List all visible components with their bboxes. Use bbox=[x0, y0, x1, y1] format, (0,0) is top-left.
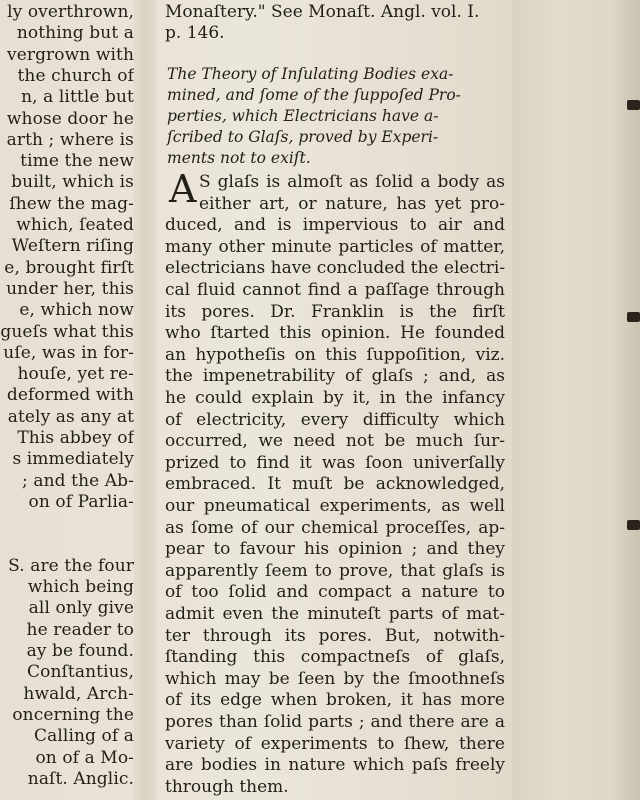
article-body-line: S glaſs is almoſt as ſolid a body as bbox=[199, 172, 505, 192]
article-body-line: pores than ſolid parts ; and there are a bbox=[165, 712, 505, 732]
left-column-line: ately as any at bbox=[7, 406, 134, 427]
column-gutter bbox=[134, 0, 156, 800]
article-heading-line-2: mined, and ſome of the ſuppoſed Pro- bbox=[167, 86, 461, 104]
left-column bbox=[0, 0, 134, 800]
article-body-line: are bodies in nature which paſs freely bbox=[165, 755, 505, 776]
left-column-line: houſe, yet re- bbox=[17, 364, 134, 385]
left-column-line: time the new bbox=[20, 151, 134, 172]
left-column-line: s immediately bbox=[12, 449, 134, 470]
reference-line-1: Monaſtery." See Monaſt. Angl. vol. I. bbox=[165, 2, 480, 22]
article-body-line: many other minute particles of matter, bbox=[165, 236, 505, 257]
article-body-line: its pores. Dr. Franklin is the firſt bbox=[165, 301, 505, 322]
left-column-line: ly overthrown, bbox=[7, 2, 134, 22]
article-body-line: he could explain by it, in the infancy bbox=[165, 388, 505, 408]
left-column-line: S. are the four bbox=[8, 555, 134, 576]
page-edge-shadow bbox=[612, 0, 640, 800]
article-body-line: ſtanding this compactneſs of glaſs, bbox=[165, 647, 505, 668]
article-body-line: our pneumatical experiments, as well bbox=[165, 496, 505, 516]
article-body-line: duced, and is impervious to air and bbox=[165, 215, 505, 236]
article-body-line: cal fluid cannot find a paſſage through bbox=[165, 280, 505, 300]
article-body-line: who ſtarted this opinion. He founded bbox=[165, 323, 505, 344]
left-column-line: vergrown with bbox=[6, 44, 134, 65]
article-body-line: either art, or nature, has yet pro- bbox=[199, 193, 505, 214]
article-body-line: an hypotheſis on this ſuppoſition, viz. bbox=[165, 344, 505, 365]
left-column-line: deformed with bbox=[6, 385, 134, 406]
left-column-line: he reader to bbox=[26, 619, 134, 640]
binding-mark bbox=[627, 312, 640, 322]
article-heading-line-3: perties, which Electricians have a- bbox=[167, 107, 439, 125]
left-column-line: on of a Mo- bbox=[35, 747, 134, 768]
binding-mark bbox=[627, 100, 640, 110]
left-column-line: e, brought firſt bbox=[4, 257, 134, 278]
left-column-line: Calling of a bbox=[34, 726, 134, 747]
left-column-line: arth ; where is bbox=[6, 129, 134, 150]
left-column-line: which being bbox=[27, 577, 134, 598]
left-column-line: built, which is bbox=[11, 172, 134, 193]
left-column-line: gueſs what this bbox=[0, 321, 134, 342]
left-column-line: which, ſeated bbox=[16, 215, 134, 235]
left-column-line: hwald, Arch- bbox=[23, 683, 134, 704]
left-column-line: oncerning the bbox=[12, 704, 134, 725]
left-column-line: ; and the Ab- bbox=[22, 470, 134, 491]
article-body-line: through them. bbox=[165, 776, 289, 797]
article-body-line: of electricity, every difficulty which bbox=[165, 409, 505, 430]
article-body-line: admit even the minuteſt parts of mat- bbox=[165, 604, 505, 624]
left-column-line: n, a little but bbox=[21, 87, 134, 108]
left-column-line: nothing but a bbox=[16, 23, 134, 44]
article-heading-line-5: ments not to exiſt. bbox=[167, 149, 311, 167]
left-column-line: Weſtern riſing bbox=[11, 236, 134, 257]
article-body-line: ter through its pores. But, notwith- bbox=[165, 625, 505, 646]
left-column-line: on of Parlia- bbox=[28, 491, 134, 512]
article-body-line: variety of experiments to ſhew, there bbox=[165, 733, 505, 754]
left-column-line: Conſtantius, bbox=[27, 662, 134, 683]
right-column bbox=[165, 0, 510, 800]
reference-line-2: p. 146. bbox=[165, 23, 225, 43]
article-body-line: of its edge when broken, it has more bbox=[165, 690, 505, 711]
article-heading-line-4: ſcribed to Glaſs, proved by Experi- bbox=[167, 128, 439, 146]
drop-cap: A bbox=[169, 167, 197, 211]
left-column-line: e, which now bbox=[19, 300, 134, 321]
article-body-line: as ſome of our chemical proceſſes, ap- bbox=[165, 517, 505, 538]
article-body-line: which may be ſeen by the ſmoothneſs bbox=[165, 668, 505, 689]
article-body-line: the impenetrability of glaſs ; and, as bbox=[165, 366, 505, 387]
left-column-line: the church of bbox=[17, 65, 134, 86]
left-column-line: all only give bbox=[28, 598, 134, 619]
article-heading-line-1: The Theory of Inſulating Bodies exa- bbox=[167, 65, 454, 83]
article-body-line: electricians have concluded the electri- bbox=[165, 258, 506, 279]
article-body-line: embraced. It muſt be acknowledged, bbox=[165, 474, 505, 495]
binding-mark bbox=[627, 520, 640, 530]
left-column-line: ſhew the mag- bbox=[9, 193, 134, 214]
article-body-line: prized to find it was ſoon univerſally bbox=[165, 452, 505, 473]
article-body-line: pear to favour his opinion ; and they bbox=[165, 539, 505, 560]
article-body-line: occurred, we need not be much ſur- bbox=[165, 431, 505, 452]
left-column-line: ay be found. bbox=[26, 641, 134, 661]
left-column-line: naſt. Anglic. bbox=[27, 768, 134, 789]
left-column-line: whose door he bbox=[6, 108, 134, 129]
left-column-line: uſe, was in for- bbox=[3, 342, 134, 363]
left-column-line: This abbey of bbox=[17, 428, 134, 448]
article-body-line: of too ſolid and compact a nature to bbox=[165, 582, 505, 603]
article-body-line: apparently ſeem to prove, that glaſs is bbox=[165, 560, 505, 581]
left-column-line: under her, this bbox=[6, 278, 134, 299]
